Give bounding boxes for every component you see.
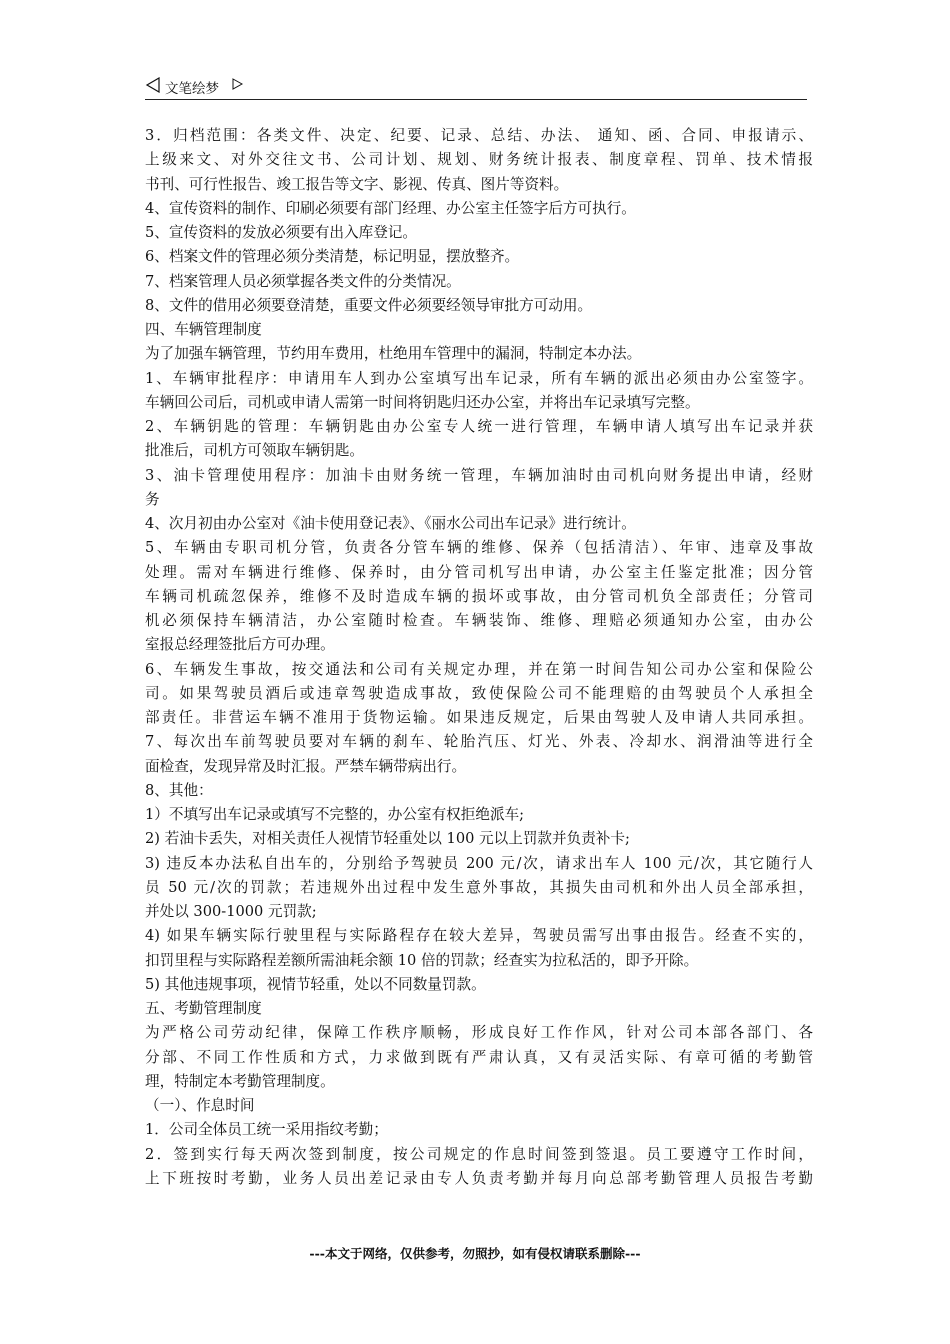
text-line: 2、车辆钥匙的管理：车辆钥匙由办公室专人统一进行管理，车辆申请人填写出车记录并获 (145, 418, 813, 435)
triangle-right-outline-icon (232, 78, 243, 90)
text-line: 上下班按时考勤，业务人员出差记录由专人负责考勤并每月向总部考勤管理人员报告考勤 (145, 1169, 813, 1187)
text-line: 理，特制定本考勤管理制度。 (145, 1072, 335, 1090)
text-line: 7、每次出车前驾驶员要对车辆的刹车、轮胎汽压、灯光、外表、冷却水、润滑油等进行全 (145, 733, 813, 751)
text-line: 车辆司机疏忽保养，维修不及时造成车辆的损坏或事故，由分管司机负全部责任；分管司 (145, 587, 813, 605)
text-line: 1．公司全体员工统一采用指纹考勤； (145, 1121, 388, 1139)
text-line: 四、车辆管理制度 (145, 321, 262, 338)
footer-disclaimer: ---本文于网络，仅供参考，勿照抄，如有侵权请联系删除--- (309, 1246, 641, 1261)
text-line: 室报总经理签批后方可办理。 (145, 636, 335, 654)
text-line: 1、车辆审批程序：申请用车人到办公室填写出车记录，所有车辆的派出必须由办公室签字。 (145, 369, 813, 387)
text-line: 面检查，发现异常及时汇报。严禁车辆带病出行。 (145, 757, 467, 775)
text-line: 扣罚里程与实际路程差额所需油耗余额 10 倍的罚款；经查实为拉私活的，即予开除。 (145, 951, 699, 969)
text-line: 为严格公司劳动纪律，保障工作秩序顺畅，形成良好工作作风，针对公司本部各部门、各 (145, 1024, 813, 1042)
text-line: （一）、作息时间 (145, 1097, 255, 1114)
page-header (145, 74, 807, 100)
text-line: 并处以 300-1000 元罚款; (145, 903, 317, 920)
text-line: 2) 若油卡丢失，对相关责任人视情节轻重处以 100 元以上罚款并负责补卡; (145, 830, 630, 848)
text-line: 批准后，司机方可领取车辆钥匙。 (145, 442, 364, 460)
header-title: 文笔绘梦 (165, 81, 219, 97)
text-line: 务 (145, 490, 160, 508)
text-line: 司。如果驾驶员酒后或违章驾驶造成事故，致使保险公司不能理赔的由驾驶员个人承担全 (145, 684, 813, 702)
text-line: 5、车辆由专职司机分管，负责各分管车辆的维修、保养（包括清洁）、年审、违章及事故 (145, 539, 813, 557)
text-line: 部责任。非营运车辆不准用于货物运输。如果违反规定，后果由驾驶人及申请人共同承担。 (145, 709, 813, 726)
text-line: 6、车辆发生事故，按交通法和公司有关规定办理，并在第一时间告知公司办公室和保险公 (145, 660, 813, 678)
text-line: 处理。需对车辆进行维修、保养时，由分管司机写出申请，办公室主任鉴定批准；因分管 (145, 563, 813, 581)
document-body (145, 124, 813, 1191)
text-line: 3．归档范围：各类文件、决定、纪要、记录、总结、办法、 通知、函、合同、申报请示、 (145, 127, 813, 144)
text-line: 车辆回公司后，司机或申请人需第一时间将钥匙归还办公室，并将出车记录填写完整。 (145, 393, 700, 411)
text-line: 4、次月初由办公室对《油卡使用登记表》、《丽水公司出车记录》进行统计。 (145, 515, 636, 532)
text-line: 五、考勤管理制度 (145, 1000, 262, 1017)
text-line: 员 50 元/次的罚款；若违规外出过程中发生意外事故，其损失由司机和外出人员全部承担， (145, 878, 813, 896)
text-line: 4) 如果车辆实际行驶里程与实际路程存在较大差异，驾驶员需写出事由报告。经查不实的， (145, 927, 813, 945)
text-line: 8、其他： (145, 781, 213, 799)
text-line: 6、档案文件的管理必须分类清楚，标记明显，摆放整齐。 (145, 248, 520, 266)
text-line: 为了加强车辆管理，节约用车费用，杜绝用车管理中的漏洞，特制定本办法。 (145, 345, 642, 363)
triangle-left-outline-icon (145, 77, 161, 93)
text-line: 7、档案管理人员必须掌握各类文件的分类情况。 (145, 272, 461, 290)
text-line: 8、文件的借用必须要登清楚，重要文件必须要经领导审批方可动用。 (145, 296, 593, 314)
text-line: 3、油卡管理使用程序：加油卡由财务统一管理，车辆加油时由司机向财务提出申请，经财 (145, 466, 813, 484)
text-line: 5、宣传资料的发放必须要有出入库登记。 (145, 224, 417, 241)
text-line: 5) 其他违规事项，视情节轻重，处以不同数量罚款。 (145, 975, 486, 993)
text-line: 书刊、可行性报告、竣工报告等文字、影视、传真、图片等资料。 (145, 175, 569, 193)
text-line: 2．签到实行每天两次签到制度，按公司规定的作息时间签到签退。员工要遵守工作时间， (145, 1145, 813, 1163)
text-line: 3) 违反本办法私自出车的，分别给予驾驶员 200 元/次，请求出车人 100 元/次，其它随行人 (145, 854, 813, 872)
text-line: 分部、不同工作性质和方式，力求做到既有严肃认真，又有灵活实际、有章可循的考勤管 (145, 1048, 813, 1066)
text-line: 上级来文、对外交往文书、公司计划、规划、财务统计报表、制度章程、罚单、技术情报 (145, 151, 813, 169)
text-line: 4、宣传资料的制作、印刷必须要有部门经理、办公室主任签字后方可执行。 (145, 199, 636, 217)
text-line: 1）不填写出车记录或填写不完整的，办公室有权拒绝派车; (145, 806, 525, 823)
text-line: 机必须保持车辆清洁，办公室随时检查。车辆装饰、维修、理赔必须通知办公室，由办公 (145, 612, 813, 629)
